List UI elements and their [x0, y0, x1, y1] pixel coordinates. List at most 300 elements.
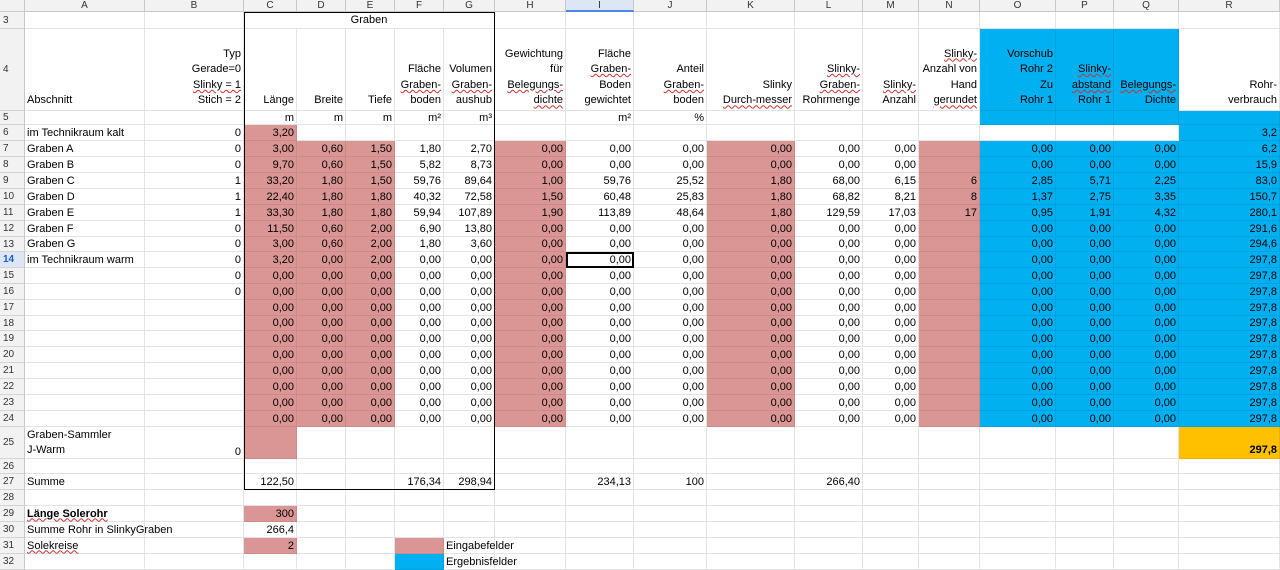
cell-D32[interactable] [297, 554, 346, 570]
cell-A16[interactable] [25, 284, 145, 300]
cell-R12[interactable]: 291,6 [1179, 221, 1280, 237]
cell-H31[interactable] [495, 538, 566, 554]
cell-H14[interactable]: 0,00 [495, 252, 566, 268]
cell-I16[interactable]: 0,00 [566, 284, 634, 300]
header-B[interactable] [145, 29, 244, 111]
cell-M13[interactable]: 0,00 [863, 237, 919, 252]
cell-C16[interactable]: 0,00 [244, 284, 297, 300]
cell-E21[interactable]: 0,00 [346, 363, 395, 379]
cell-B17[interactable] [145, 300, 244, 316]
cell-I15[interactable]: 0,00 [566, 268, 634, 284]
cell-A14[interactable]: im Technikraum warm [25, 252, 145, 268]
cell-M15[interactable]: 0,00 [863, 268, 919, 284]
cell-R25[interactable]: 297,8 [1179, 427, 1280, 459]
row-header-6[interactable]: 6 [0, 125, 25, 141]
cell-H28[interactable] [495, 490, 566, 506]
cell-P24[interactable]: 0,00 [1056, 411, 1114, 427]
cell-K29[interactable] [707, 506, 795, 522]
cell-G20[interactable]: 0,00 [444, 347, 495, 363]
cell-G18[interactable]: 0,00 [444, 316, 495, 331]
cell-C9[interactable]: 33,20 [244, 173, 297, 189]
cell-C6[interactable]: 3,20 [244, 125, 297, 141]
cell-Q30[interactable] [1114, 522, 1179, 538]
cell-J23[interactable]: 0,00 [634, 395, 707, 411]
cell-F19[interactable]: 0,00 [395, 331, 444, 347]
cell-G9[interactable]: 89,64 [444, 173, 495, 189]
cell-C11[interactable]: 33,30 [244, 205, 297, 221]
unit-I[interactable]: m² [566, 111, 634, 125]
cell-H30[interactable] [495, 522, 566, 538]
cell-H6[interactable] [495, 125, 566, 141]
cell-O31[interactable] [980, 538, 1056, 554]
cell-J20[interactable]: 0,00 [634, 347, 707, 363]
cell-N10[interactable]: 8 [919, 189, 980, 205]
cell-R10[interactable]: 150,7 [1179, 189, 1280, 205]
cell-P29[interactable] [1056, 506, 1114, 522]
cell-R31[interactable] [1179, 538, 1280, 554]
cell-P11[interactable]: 1,91 [1056, 205, 1114, 221]
cell-N21[interactable] [919, 363, 980, 379]
header-O[interactable] [980, 29, 1056, 111]
cell-A10[interactable]: Graben D [25, 189, 145, 205]
cell-C23[interactable]: 0,00 [244, 395, 297, 411]
cell-O20[interactable]: 0,00 [980, 347, 1056, 363]
cell-R22[interactable]: 297,8 [1179, 379, 1280, 395]
cell-N7[interactable] [919, 141, 980, 157]
cell-C15[interactable]: 0,00 [244, 268, 297, 284]
cell-J21[interactable]: 0,00 [634, 363, 707, 379]
cell-H8[interactable]: 0,00 [495, 157, 566, 173]
cell-P18[interactable]: 0,00 [1056, 316, 1114, 331]
cell-B15[interactable]: 0 [145, 268, 244, 284]
cell-L10[interactable]: 68,82 [795, 189, 863, 205]
cell-I32[interactable] [566, 554, 634, 570]
cell-Q7[interactable]: 0,00 [1114, 141, 1179, 157]
cell-G19[interactable]: 0,00 [444, 331, 495, 347]
cell-R13[interactable]: 294,6 [1179, 237, 1280, 252]
cell-D30[interactable] [297, 522, 346, 538]
cell-M6[interactable] [863, 125, 919, 141]
cell-Q20[interactable]: 0,00 [1114, 347, 1179, 363]
cell-A30[interactable]: Summe Rohr in SlinkyGraben [25, 522, 145, 538]
cell-H21[interactable]: 0,00 [495, 363, 566, 379]
cell-G13[interactable]: 3,60 [444, 237, 495, 252]
cell-B19[interactable] [145, 331, 244, 347]
column-header-A[interactable]: A [25, 0, 145, 12]
cell-K6[interactable] [707, 125, 795, 141]
cell-D17[interactable]: 0,00 [297, 300, 346, 316]
cell-F30[interactable] [395, 522, 444, 538]
cell-B31[interactable] [145, 538, 244, 554]
cell-L22[interactable]: 0,00 [795, 379, 863, 395]
cell-E22[interactable]: 0,00 [346, 379, 395, 395]
cell-C14[interactable]: 3,20 [244, 252, 297, 268]
row-header-17[interactable]: 17 [0, 300, 25, 316]
cell-A21[interactable] [25, 363, 145, 379]
cell-H12[interactable]: 0,00 [495, 221, 566, 237]
header-A[interactable] [25, 29, 145, 111]
cell-I26[interactable] [566, 459, 634, 474]
cell-Q21[interactable]: 0,00 [1114, 363, 1179, 379]
row-header-19[interactable]: 19 [0, 331, 25, 347]
cell-R26[interactable] [1179, 459, 1280, 474]
cell-B13[interactable]: 0 [145, 237, 244, 252]
cell-J25[interactable] [634, 427, 707, 459]
cell-B32[interactable] [145, 554, 244, 570]
cell-D29[interactable] [297, 506, 346, 522]
cell-M25[interactable] [863, 427, 919, 459]
cell-G29[interactable] [444, 506, 495, 522]
cell-N11[interactable]: 17 [919, 205, 980, 221]
cell-N25[interactable] [919, 427, 980, 459]
cell-B27[interactable] [145, 474, 244, 490]
cell-J13[interactable]: 0,00 [634, 237, 707, 252]
cell-F27[interactable]: 176,34 [395, 474, 444, 490]
cell-L15[interactable]: 0,00 [795, 268, 863, 284]
cell-B10[interactable]: 1 [145, 189, 244, 205]
cell-L30[interactable] [795, 522, 863, 538]
row-header-24[interactable]: 24 [0, 411, 25, 427]
cell-G16[interactable]: 0,00 [444, 284, 495, 300]
cell-J10[interactable]: 25,83 [634, 189, 707, 205]
cell-P10[interactable]: 2,75 [1056, 189, 1114, 205]
cell-A23[interactable] [25, 395, 145, 411]
cell-A6[interactable]: im Technikraum kalt [25, 125, 145, 141]
cell-F29[interactable] [395, 506, 444, 522]
cell-M29[interactable] [863, 506, 919, 522]
cell-R32[interactable] [1179, 554, 1280, 570]
cell-K11[interactable]: 1,80 [707, 205, 795, 221]
cell-L7[interactable]: 0,00 [795, 141, 863, 157]
cell-D13[interactable]: 0,60 [297, 237, 346, 252]
cell-P19[interactable]: 0,00 [1056, 331, 1114, 347]
cell-Q6[interactable] [1114, 125, 1179, 141]
cell-C12[interactable]: 11,50 [244, 221, 297, 237]
cell-M11[interactable]: 17,03 [863, 205, 919, 221]
cell-J17[interactable]: 0,00 [634, 300, 707, 316]
cell-J6[interactable] [634, 125, 707, 141]
cell-P30[interactable] [1056, 522, 1114, 538]
cell-N14[interactable] [919, 252, 980, 268]
cell-F11[interactable]: 59,94 [395, 205, 444, 221]
cell-M12[interactable]: 0,00 [863, 221, 919, 237]
cell-G24[interactable]: 0,00 [444, 411, 495, 427]
cell-K32[interactable] [707, 554, 795, 570]
cell-F22[interactable]: 0,00 [395, 379, 444, 395]
cell-F8[interactable]: 5,82 [395, 157, 444, 173]
cell-C8[interactable]: 9,70 [244, 157, 297, 173]
cell-E28[interactable] [346, 490, 395, 506]
cell-P13[interactable]: 0,00 [1056, 237, 1114, 252]
cell-Q19[interactable]: 0,00 [1114, 331, 1179, 347]
cell-M21[interactable]: 0,00 [863, 363, 919, 379]
cell-A7[interactable]: Graben A [25, 141, 145, 157]
cell-E8[interactable]: 1,50 [346, 157, 395, 173]
cell-D23[interactable]: 0,00 [297, 395, 346, 411]
cell-H13[interactable]: 0,00 [495, 237, 566, 252]
unit-B[interactable] [145, 111, 244, 125]
cell-B29[interactable] [145, 506, 244, 522]
cell-F7[interactable]: 1,80 [395, 141, 444, 157]
cell-P16[interactable]: 0,00 [1056, 284, 1114, 300]
cell-F12[interactable]: 6,90 [395, 221, 444, 237]
row-header-11[interactable]: 11 [0, 205, 25, 221]
cell-J7[interactable]: 0,00 [634, 141, 707, 157]
cell-M14[interactable]: 0,00 [863, 252, 919, 268]
cell-E16[interactable]: 0,00 [346, 284, 395, 300]
cell-I19[interactable]: 0,00 [566, 331, 634, 347]
cell-L16[interactable]: 0,00 [795, 284, 863, 300]
cell-F26[interactable] [395, 459, 444, 474]
cell-R8[interactable]: 15,9 [1179, 157, 1280, 173]
cell-D25[interactable] [297, 427, 346, 459]
cell-M7[interactable]: 0,00 [863, 141, 919, 157]
cell-M31[interactable] [863, 538, 919, 554]
cell-Q24[interactable]: 0,00 [1114, 411, 1179, 427]
cell-F23[interactable]: 0,00 [395, 395, 444, 411]
header-M[interactable] [863, 29, 919, 111]
cell-R9[interactable]: 83,0 [1179, 173, 1280, 189]
unit-R[interactable] [1179, 111, 1280, 125]
cell-H20[interactable]: 0,00 [495, 347, 566, 363]
column-header-P[interactable]: P [1056, 0, 1114, 12]
header-Q[interactable] [1114, 29, 1179, 111]
cell-A12[interactable]: Graben F [25, 221, 145, 237]
row-header-22[interactable]: 22 [0, 379, 25, 395]
cell-L25[interactable] [795, 427, 863, 459]
header-R[interactable] [1179, 29, 1280, 111]
cell-N20[interactable] [919, 347, 980, 363]
row-header-3[interactable]: 3 [0, 12, 25, 29]
cell-G17[interactable]: 0,00 [444, 300, 495, 316]
cell-O25[interactable] [980, 427, 1056, 459]
cell-R11[interactable]: 280,1 [1179, 205, 1280, 221]
cell-L24[interactable]: 0,00 [795, 411, 863, 427]
row-header-28[interactable]: 28 [0, 490, 25, 506]
cell-Q31[interactable] [1114, 538, 1179, 554]
cell-B25[interactable]: 0 [145, 427, 244, 459]
cell-N12[interactable] [919, 221, 980, 237]
cell-D9[interactable]: 1,80 [297, 173, 346, 189]
row-header-13[interactable]: 13 [0, 237, 25, 252]
cell-E31[interactable] [346, 538, 395, 554]
cell-B12[interactable]: 0 [145, 221, 244, 237]
cell-E29[interactable] [346, 506, 395, 522]
row-header-14[interactable]: 14 [0, 252, 25, 268]
cell-P23[interactable]: 0,00 [1056, 395, 1114, 411]
column-header-N[interactable]: N [919, 0, 980, 12]
cell-C21[interactable]: 0,00 [244, 363, 297, 379]
cell-K19[interactable]: 0,00 [707, 331, 795, 347]
cell-E9[interactable]: 1,50 [346, 173, 395, 189]
cell-D7[interactable]: 0,60 [297, 141, 346, 157]
cell-I9[interactable]: 59,76 [566, 173, 634, 189]
cell-J22[interactable]: 0,00 [634, 379, 707, 395]
cell-Q10[interactable]: 3,35 [1114, 189, 1179, 205]
cell-J12[interactable]: 0,00 [634, 221, 707, 237]
cell-I7[interactable]: 0,00 [566, 141, 634, 157]
cell-Q9[interactable]: 2,25 [1114, 173, 1179, 189]
cell-C22[interactable]: 0,00 [244, 379, 297, 395]
cell-F18[interactable]: 0,00 [395, 316, 444, 331]
cell-I21[interactable]: 0,00 [566, 363, 634, 379]
cell-Q22[interactable]: 0,00 [1114, 379, 1179, 395]
cell-O9[interactable]: 2,85 [980, 173, 1056, 189]
cell-B9[interactable]: 1 [145, 173, 244, 189]
unit-L[interactable] [795, 111, 863, 125]
cell-F24[interactable]: 0,00 [395, 411, 444, 427]
cell-K28[interactable] [707, 490, 795, 506]
cell-K26[interactable] [707, 459, 795, 474]
cell-N17[interactable] [919, 300, 980, 316]
cell-H25[interactable] [495, 427, 566, 459]
cell-D15[interactable]: 0,00 [297, 268, 346, 284]
cell-G22[interactable]: 0,00 [444, 379, 495, 395]
cell-R29[interactable] [1179, 506, 1280, 522]
cell-A11[interactable]: Graben E [25, 205, 145, 221]
cell-N16[interactable] [919, 284, 980, 300]
cell-I29[interactable] [566, 506, 634, 522]
cell-N15[interactable] [919, 268, 980, 284]
cell-R28[interactable] [1179, 490, 1280, 506]
cell-L32[interactable] [795, 554, 863, 570]
cell-Q16[interactable]: 0,00 [1114, 284, 1179, 300]
column-header-B[interactable]: B [145, 0, 244, 12]
cell-O11[interactable]: 0,95 [980, 205, 1056, 221]
cell-G15[interactable]: 0,00 [444, 268, 495, 284]
cell-N29[interactable] [919, 506, 980, 522]
cell-P17[interactable]: 0,00 [1056, 300, 1114, 316]
cell-D27[interactable] [297, 474, 346, 490]
column-header-L[interactable]: L [795, 0, 863, 12]
cell-F15[interactable]: 0,00 [395, 268, 444, 284]
cell-N19[interactable] [919, 331, 980, 347]
cell-R18[interactable]: 297,8 [1179, 316, 1280, 331]
cell-C32[interactable] [244, 554, 297, 570]
cell-A9[interactable]: Graben C [25, 173, 145, 189]
cell-Q13[interactable]: 0,00 [1114, 237, 1179, 252]
cell-O19[interactable]: 0,00 [980, 331, 1056, 347]
cell-R23[interactable]: 297,8 [1179, 395, 1280, 411]
cell-O13[interactable]: 0,00 [980, 237, 1056, 252]
cell-A26[interactable] [25, 459, 145, 474]
cell-O30[interactable] [980, 522, 1056, 538]
row-header-27[interactable]: 27 [0, 474, 25, 490]
row-header-23[interactable]: 23 [0, 395, 25, 411]
cell-I11[interactable]: 113,89 [566, 205, 634, 221]
cell-P12[interactable]: 0,00 [1056, 221, 1114, 237]
cell-Q15[interactable]: 0,00 [1114, 268, 1179, 284]
cell-O21[interactable]: 0,00 [980, 363, 1056, 379]
cell-B21[interactable] [145, 363, 244, 379]
cell-F6[interactable] [395, 125, 444, 141]
cell-D20[interactable]: 0,00 [297, 347, 346, 363]
cell-O14[interactable]: 0,00 [980, 252, 1056, 268]
cell-K18[interactable]: 0,00 [707, 316, 795, 331]
header-J[interactable] [634, 29, 707, 111]
cell-K12[interactable]: 0,00 [707, 221, 795, 237]
cell-J24[interactable]: 0,00 [634, 411, 707, 427]
cell-I24[interactable]: 0,00 [566, 411, 634, 427]
cell-N32[interactable] [919, 554, 980, 570]
cell-B30[interactable] [145, 522, 244, 538]
row-header-12[interactable]: 12 [0, 221, 25, 237]
cell-N28[interactable] [919, 490, 980, 506]
column-header-D[interactable]: D [297, 0, 346, 12]
cell-B22[interactable] [145, 379, 244, 395]
header-N[interactable] [919, 29, 980, 111]
cell-Q28[interactable] [1114, 490, 1179, 506]
row-header-29[interactable]: 29 [0, 506, 25, 522]
cell-A22[interactable] [25, 379, 145, 395]
header-E[interactable] [346, 29, 395, 111]
cell-C30[interactable]: 266,4 [244, 522, 297, 538]
cell-E27[interactable] [346, 474, 395, 490]
cell-O3[interactable] [980, 12, 1056, 29]
cell-R30[interactable] [1179, 522, 1280, 538]
column-header-H[interactable]: H [495, 0, 566, 12]
cell-Q29[interactable] [1114, 506, 1179, 522]
cell-G12[interactable]: 13,80 [444, 221, 495, 237]
row-header-26[interactable]: 26 [0, 459, 25, 474]
cell-K16[interactable]: 0,00 [707, 284, 795, 300]
cell-C20[interactable]: 0,00 [244, 347, 297, 363]
cell-C26[interactable] [244, 459, 297, 474]
cell-M32[interactable] [863, 554, 919, 570]
column-header-C[interactable]: C [244, 0, 297, 12]
cell-H16[interactable]: 0,00 [495, 284, 566, 300]
cell-O7[interactable]: 0,00 [980, 141, 1056, 157]
cell-E15[interactable]: 0,00 [346, 268, 395, 284]
cell-E25[interactable] [346, 427, 395, 459]
cell-G8[interactable]: 8,73 [444, 157, 495, 173]
header-C[interactable] [244, 29, 297, 111]
cell-P3[interactable] [1056, 12, 1114, 29]
cell-P25[interactable] [1056, 427, 1114, 459]
cell-E20[interactable]: 0,00 [346, 347, 395, 363]
header-K[interactable] [707, 29, 795, 111]
cell-H7[interactable]: 0,00 [495, 141, 566, 157]
header-F[interactable] [395, 29, 444, 111]
cell-N8[interactable] [919, 157, 980, 173]
column-header-I[interactable]: I [566, 0, 634, 12]
cell-H19[interactable]: 0,00 [495, 331, 566, 347]
cell-Q18[interactable]: 0,00 [1114, 316, 1179, 331]
cell-K30[interactable] [707, 522, 795, 538]
cell-L20[interactable]: 0,00 [795, 347, 863, 363]
cell-G28[interactable] [444, 490, 495, 506]
cell-M20[interactable]: 0,00 [863, 347, 919, 363]
cell-P28[interactable] [1056, 490, 1114, 506]
cell-G23[interactable]: 0,00 [444, 395, 495, 411]
cell-L29[interactable] [795, 506, 863, 522]
column-header-F[interactable]: F [395, 0, 444, 12]
cell-A27[interactable]: Summe [25, 474, 145, 490]
cell-D8[interactable]: 0,60 [297, 157, 346, 173]
cell-J9[interactable]: 25,52 [634, 173, 707, 189]
cell-I25[interactable] [566, 427, 634, 459]
cell-H27[interactable] [495, 474, 566, 490]
cell-N6[interactable] [919, 125, 980, 141]
row-header-32[interactable]: 32 [0, 554, 25, 570]
cell-I12[interactable]: 0,00 [566, 221, 634, 237]
cell-H32[interactable] [495, 554, 566, 570]
cell-N23[interactable] [919, 395, 980, 411]
cell-K8[interactable]: 0,00 [707, 157, 795, 173]
cell-O17[interactable]: 0,00 [980, 300, 1056, 316]
row-header-30[interactable]: 30 [0, 522, 25, 538]
cell-B14[interactable]: 0 [145, 252, 244, 268]
